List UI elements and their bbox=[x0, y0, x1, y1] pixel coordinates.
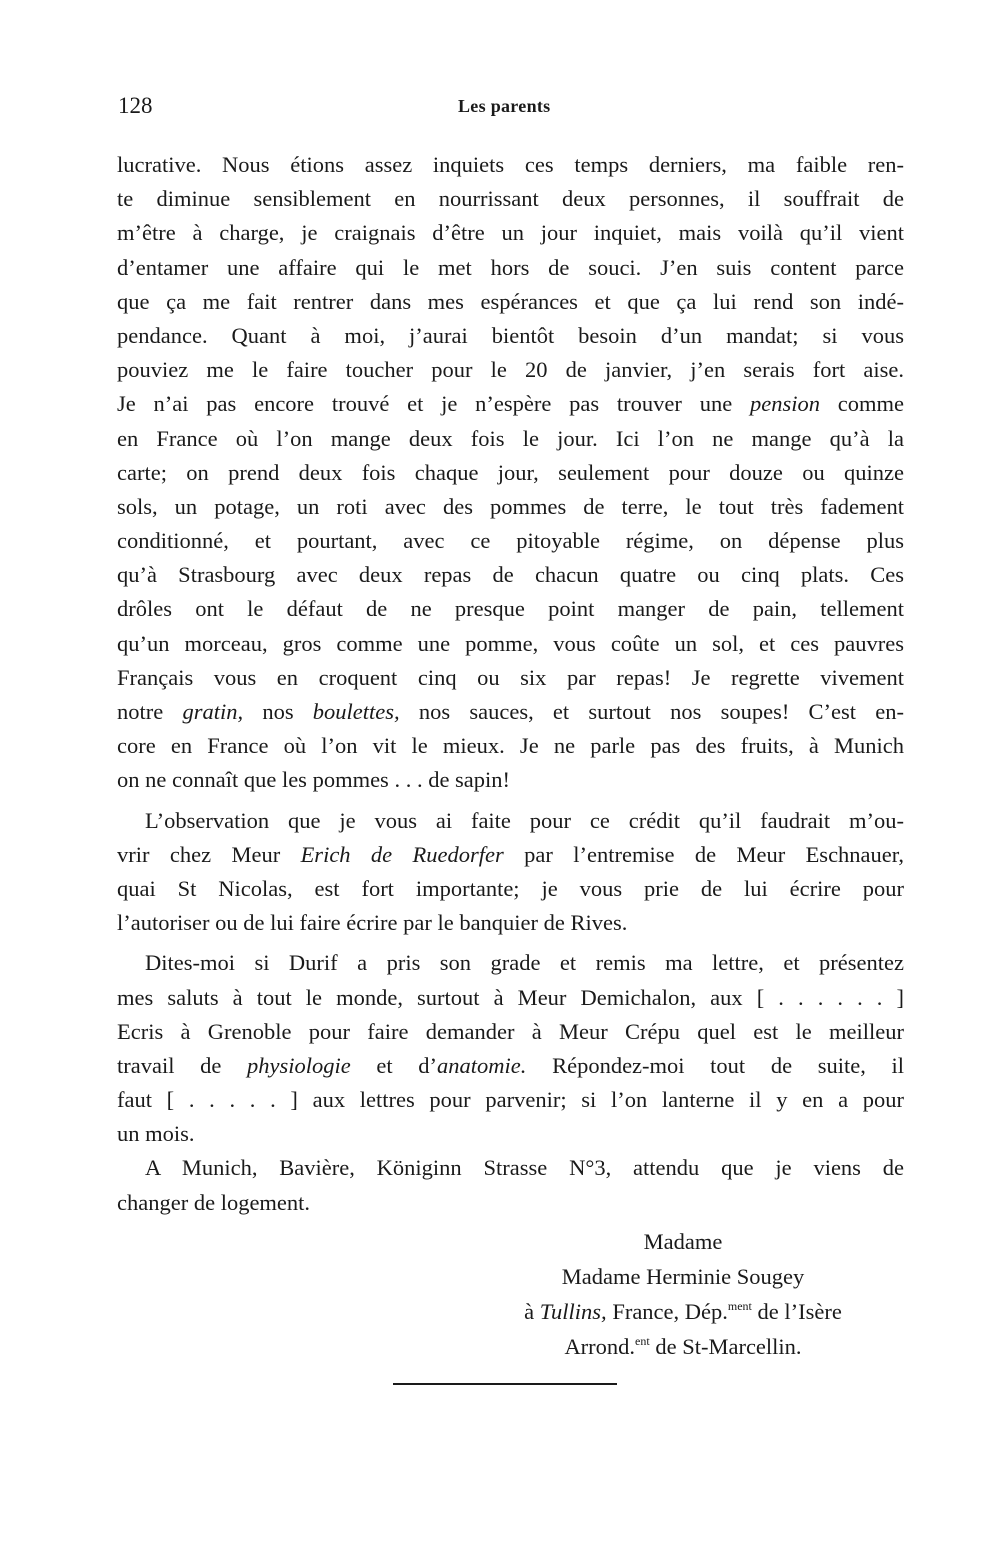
text-segment: Je n’ai pas encore trouvé et je n’espère pas trouver une bbox=[117, 391, 750, 417]
text-line: l’autoriser ou de lui faire écrire par le banquier de Rives. bbox=[117, 910, 628, 936]
text-line: en France où l’on mange deux fois le jour. Ici l’on ne mange qu’à la bbox=[117, 425, 904, 451]
text-segment: travail de bbox=[117, 1052, 248, 1078]
text-line: conditionné, et pourtant, avec ce pitoyable régime, on dépense plus bbox=[117, 528, 904, 554]
text-line: te diminue sensiblement en nourrissant deux personnes, il souffrait de bbox=[117, 186, 904, 212]
address-line: Madame bbox=[643, 1229, 723, 1254]
text-line: qu’à Strasbourg avec deux repas de chacun quatre ou cinq plats. Ces bbox=[117, 562, 904, 588]
italic-term: gratin, bbox=[182, 699, 244, 724]
text-segment: nos sauces, et surtout nos soupes! C’est en- bbox=[399, 699, 904, 724]
page-number: 128 bbox=[118, 93, 153, 118]
text-line: drôles ont le défaut de ne presque point manger de pain, tellement bbox=[117, 596, 904, 622]
address-block bbox=[380, 1224, 986, 1364]
address-line bbox=[380, 1294, 986, 1329]
text-line: pendance. Quant à moi, j’aurai bientôt besoin d’un mandat; si vous bbox=[117, 322, 904, 348]
italic-term: anatomie. bbox=[437, 1052, 527, 1078]
text-segment: vrir chez Meur bbox=[117, 841, 301, 867]
italic-name: Erich de Ruedorfer bbox=[300, 841, 504, 867]
text-line: m’être à charge, je craignais d’être un jour inquiet, mais voilà qu’il vient bbox=[117, 220, 904, 246]
italic-place: Tullins, bbox=[539, 1299, 607, 1324]
text-line: lucrative. Nous étions assez inquiets ces temps derniers, ma faible ren- bbox=[117, 152, 904, 177]
text-line: que ça me fait rentrer dans mes espérances et que ça lui rend son indé- bbox=[117, 288, 904, 314]
superscript: ent bbox=[635, 1334, 650, 1348]
italic-term: physiologie bbox=[247, 1052, 351, 1078]
italic-term: pension bbox=[749, 391, 820, 417]
text-segment: par l’entremise de Meur Eschnauer, bbox=[503, 841, 904, 867]
text-segment: comme bbox=[819, 391, 905, 417]
text-line: mes saluts à tout le monde, surtout à Meur Demichalon, aux [ . . . . . . ] bbox=[117, 984, 904, 1010]
italic-term: boulettes, bbox=[312, 699, 400, 724]
text-segment: à bbox=[524, 1299, 540, 1324]
superscript: ment bbox=[727, 1299, 752, 1313]
address-line: Madame Herminie Sougey bbox=[561, 1264, 805, 1289]
text-line bbox=[117, 1049, 904, 1083]
text-segment: Arrond. bbox=[564, 1334, 636, 1359]
text-line: carte; on prend deux fois chaque jour, seulement pour douze ou quinze bbox=[117, 459, 904, 485]
text-line: core en France où l’on vit le mieux. Je ne parle pas des fruits, à Munich bbox=[117, 733, 904, 759]
running-head: Les parents bbox=[458, 96, 551, 116]
end-rule bbox=[393, 1383, 617, 1385]
text-line: on ne connaît que les pommes . . . de sapin! bbox=[117, 767, 511, 793]
text-line: A Munich, Bavière, Königinn Strasse N°3, attendu que je viens de bbox=[145, 1155, 904, 1181]
letter-body bbox=[117, 148, 904, 1220]
text-line: qu’un morceau, gros comme une pomme, vous coûte un sol, et ces pauvres bbox=[117, 630, 904, 656]
address-line bbox=[380, 1329, 986, 1364]
text-segment: France, Dép. bbox=[606, 1299, 728, 1324]
text-line: changer de logement. bbox=[117, 1189, 311, 1215]
text-segment: de St-Marcellin. bbox=[649, 1334, 802, 1359]
text-line: d’entamer une affaire qui le met hors de souci. J’en suis content parce bbox=[117, 254, 904, 280]
text-line bbox=[117, 387, 904, 421]
text-segment: notre bbox=[117, 699, 183, 724]
text-segment: et d’ bbox=[350, 1052, 438, 1078]
text-line: Ecris à Grenoble pour faire demander à Meur Crépu quel est le meilleur bbox=[117, 1018, 904, 1044]
text-segment: Répondez-moi tout de suite, il bbox=[526, 1052, 905, 1078]
text-line: quai St Nicolas, est fort importante; je vous prie de lui écrire pour bbox=[117, 875, 904, 901]
text-line: un mois. bbox=[117, 1121, 195, 1147]
text-line bbox=[117, 838, 904, 872]
text-line: Dites-moi si Durif a pris son grade et remis ma lettre, et présentez bbox=[145, 950, 904, 976]
text-segment: de l’Isère bbox=[751, 1299, 842, 1324]
text-segment: nos bbox=[243, 699, 313, 724]
text-line bbox=[117, 695, 904, 729]
text-line: L’observation que je vous ai faite pour ce crédit qu’il faudrait m’ou- bbox=[145, 807, 904, 833]
text-line: Français vous en croquent cinq ou six par repas! Je regrette vivement bbox=[117, 664, 904, 690]
text-line: sols, un potage, un roti avec des pommes de terre, le tout très fadement bbox=[117, 493, 904, 519]
text-line: pouviez me le faire toucher pour le 20 de janvier, j’en serais fort aise. bbox=[117, 357, 904, 383]
text-line: faut [ . . . . . ] aux lettres pour parvenir; si l’on lanterne il y en a pour bbox=[117, 1087, 904, 1113]
